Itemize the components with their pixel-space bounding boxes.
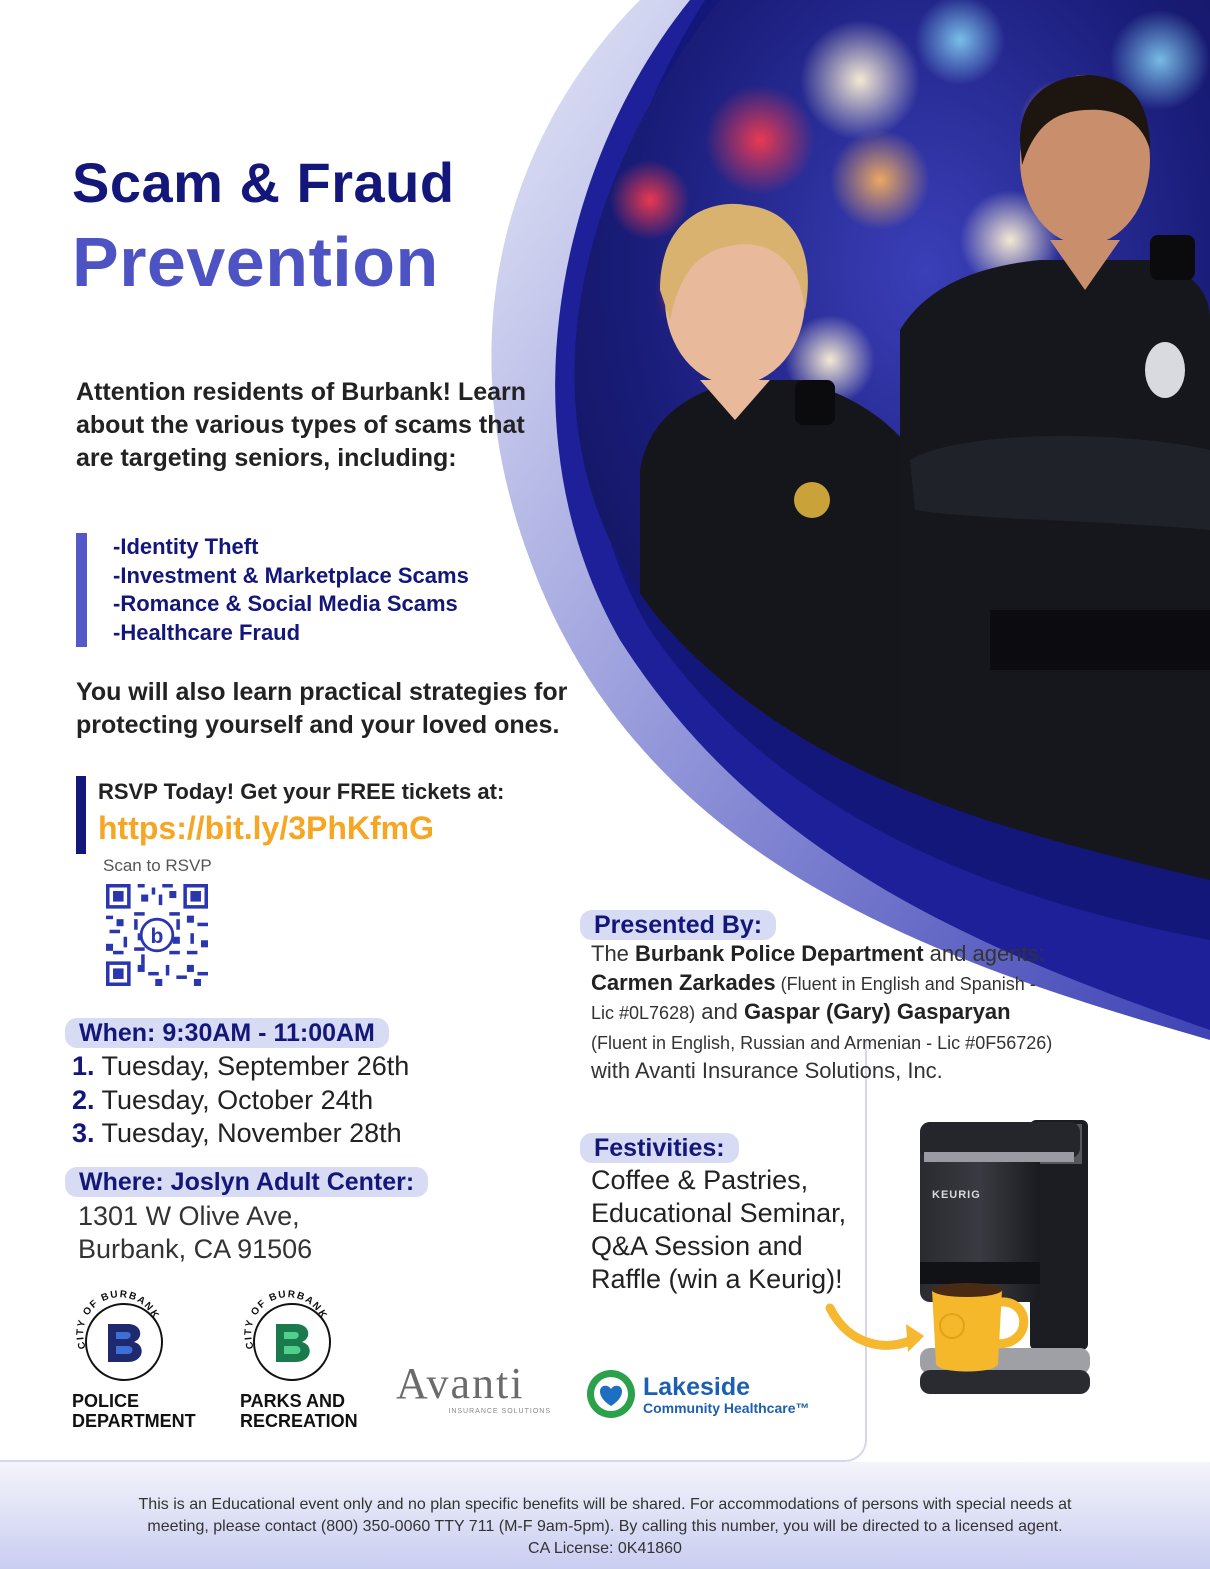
list-item: Q&A Session and	[591, 1231, 803, 1261]
logo-arc-text: CITY OF BURBANK	[75, 1290, 162, 1351]
agent-note: (Fluent in English and Spanish - Lic #0L7628)	[591, 973, 1036, 1023]
avanti-tagline: INSURANCE SOLUTIONS	[448, 1408, 551, 1415]
agent-name: Gaspar (Gary) Gasparyan	[744, 999, 1011, 1024]
burbank-parks-logo-icon	[240, 1290, 336, 1386]
disclaimer-line-2: meeting, please contact (800) 350-0060 TTY 711 (M-F 9am-5pm). By calling this number, you will be directed to a licensed agent.	[147, 1518, 1063, 1535]
rsvp-block	[76, 776, 504, 854]
logo-police-department	[72, 1290, 196, 1431]
text-run: and	[695, 999, 745, 1024]
when-heading: When: 9:30AM - 11:00AM	[65, 1018, 389, 1048]
logo-caption	[240, 1391, 358, 1431]
festivities-list	[591, 1164, 846, 1296]
logo-avanti	[396, 1359, 551, 1415]
qr-code[interactable]	[106, 884, 208, 986]
list-item: -Romance & Social Media Scams	[113, 591, 458, 616]
date-number: 1.	[72, 1051, 95, 1081]
date-number: 2.	[72, 1084, 95, 1115]
caption-line: PARKS AND	[240, 1391, 346, 1411]
disclaimer-line-3: CA License: 0K41860	[528, 1540, 682, 1557]
address-line-2: Burbank, CA 91506	[78, 1234, 313, 1264]
title-line-2: Prevention	[72, 223, 439, 301]
list-item: Educational Seminar,	[591, 1198, 847, 1228]
burbank-police-logo-icon	[72, 1290, 168, 1386]
logo-parks-recreation	[240, 1290, 358, 1431]
logo-arc-text: CITY OF BURBANK	[243, 1290, 330, 1351]
date-text: Tuesday, September 26th	[101, 1051, 410, 1081]
date-text: Tuesday, October 24th	[101, 1084, 374, 1115]
rsvp-link[interactable]: https://bit.ly/3PhKfmG	[98, 810, 434, 846]
scam-type-list	[76, 533, 469, 647]
caption-line: POLICE	[72, 1391, 140, 1411]
list-item: Coffee & Pastries,	[591, 1165, 809, 1195]
where-heading: Where: Joslyn Adult Center:	[65, 1167, 428, 1197]
title-line-1: Scam & Fraud	[72, 151, 455, 214]
presented-heading: Presented By:	[580, 910, 776, 940]
festivities-heading: Festivities:	[580, 1133, 739, 1163]
list-item: -Identity Theft	[113, 534, 259, 559]
intro-text: Attention residents of Burbank! Learn about the various types of scams that are targeting seniors, including:	[76, 378, 527, 472]
rsvp-text: RSVP Today! Get your FREE tickets at:	[98, 779, 505, 804]
agent-note: (Fluent in English, Russian and Armenian - Lic #0F56726)	[591, 1032, 1053, 1053]
avanti-name: Avanti	[396, 1359, 525, 1408]
disclaimer	[60, 1494, 1150, 1560]
logo-caption	[72, 1391, 196, 1431]
caption-line: RECREATION	[240, 1411, 358, 1431]
keurig-coffee-maker-image	[820, 1112, 1100, 1412]
lakeside-name: Lakeside	[643, 1373, 751, 1401]
lakeside-heart-icon	[585, 1368, 637, 1420]
presented-body	[591, 940, 1061, 1086]
text-run: and agents:	[923, 941, 1045, 966]
strategies-text: You will also learn practical strategies for protecting yourself and your loved ones.	[76, 678, 568, 739]
disclaimer-line-1: This is an Educational event only and no plan specific benefits will be shared. For accommodations of persons with special needs at	[138, 1496, 1072, 1513]
text-run: The	[591, 941, 636, 966]
list-item: -Healthcare Fraud	[113, 619, 301, 645]
address-line-1: 1301 W Olive Ave,	[78, 1201, 300, 1231]
date-text: Tuesday, November 28th	[101, 1118, 402, 1148]
caption-line: DEPARTMENT	[72, 1411, 196, 1431]
list-item: Raffle (win a Keurig)!	[591, 1264, 843, 1294]
list-item: -Investment & Marketplace Scams	[113, 562, 469, 588]
text-run: with Avanti Insurance Solutions, Inc.	[591, 1058, 943, 1083]
agent-name: Carmen Zarkades	[591, 969, 776, 995]
svg-text:b: b	[150, 925, 164, 949]
date-number: 3.	[72, 1118, 95, 1148]
organization-name: Burbank Police Department	[635, 941, 924, 966]
keurig-brand-text: KEURIG	[932, 1189, 981, 1201]
festivities-block	[580, 1133, 739, 1163]
presented-block	[580, 910, 776, 940]
lakeside-tagline: Community Healthcare™	[643, 1400, 810, 1416]
scan-label: Scan to RSVP	[103, 856, 212, 875]
